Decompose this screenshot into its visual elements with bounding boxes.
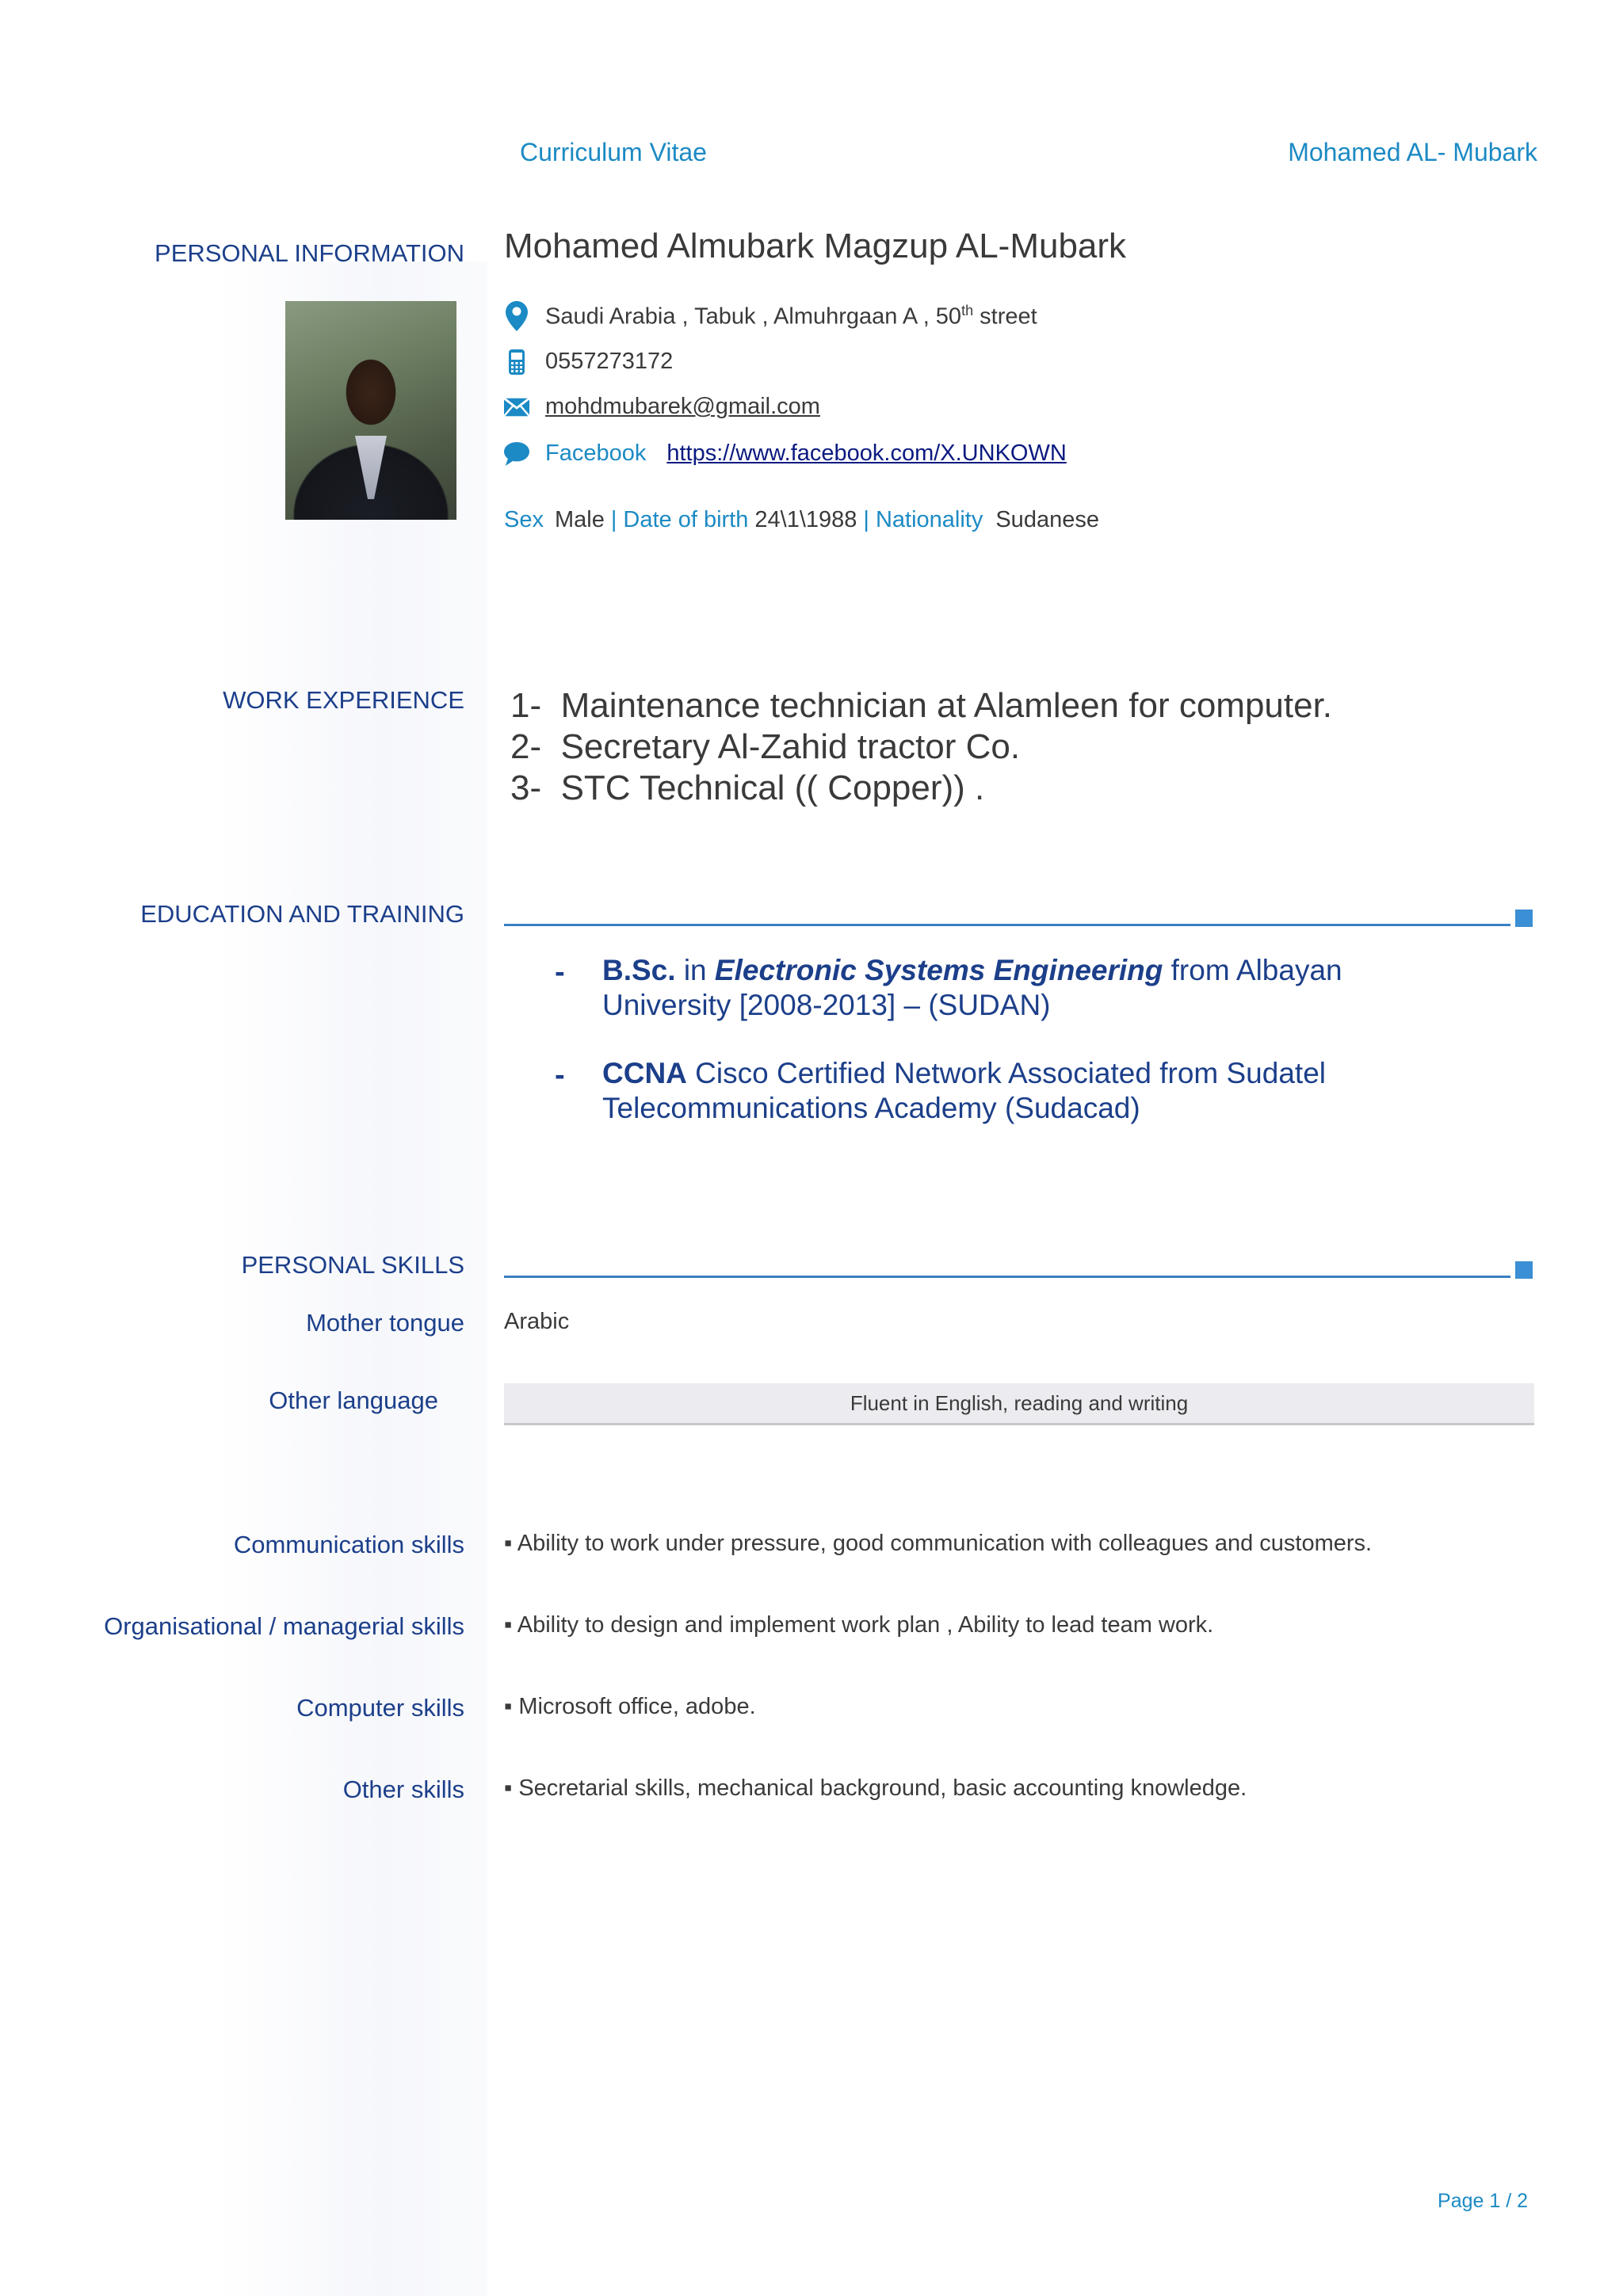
section-divider-square	[1515, 910, 1533, 927]
other-language-value: Fluent in English, reading and writing	[850, 1390, 1189, 1415]
nationality-value: Sudanese	[995, 507, 1099, 532]
section-divider-square	[1515, 1261, 1533, 1279]
mother-tongue-value: Arabic	[504, 1309, 570, 1334]
photo-collar	[355, 436, 387, 499]
section-education-training: EDUCATION AND TRAINING	[140, 900, 464, 928]
edu-bullet: -	[555, 955, 565, 989]
phone-row	[504, 349, 673, 375]
organisational-skills-value: ▪ Ability to design and implement work plan , Ability to lead team work.	[504, 1612, 1214, 1638]
communication-skills-label: Communication skills	[233, 1531, 464, 1558]
work-item: 1- Maintenance technician at Alamleen for computer.	[510, 686, 1333, 725]
speech-bubble-icon	[504, 441, 529, 467]
facebook-link[interactable]: https://www.facebook.com/X.UNKOWN	[666, 441, 1067, 466]
work-item: 2- Secretary Al-Zahid tractor Co.	[510, 727, 1021, 766]
computer-skills-value: ▪ Microsoft office, adobe.	[504, 1694, 756, 1719]
edu-item-bsc: B.Sc. in Electronic Systems Engineering from Albayan University [2008-2013] – (SUDAN)	[602, 954, 1342, 1021]
other-language-box	[504, 1383, 1534, 1425]
edu-item-ccna: CCNA Cisco Certified Network Associated from Sudatel Telecommunications Academy (Sudacad)	[602, 1057, 1326, 1124]
section-personal-information: PERSONAL INFORMATION	[155, 239, 464, 267]
section-divider	[504, 924, 1510, 926]
other-skills-value: ▪ Secretarial skills, mechanical background, basic accounting knowledge.	[504, 1775, 1247, 1801]
sex-label: Sex	[504, 507, 544, 532]
personal-details-row	[504, 507, 1099, 533]
other-language-label: Other language	[269, 1386, 438, 1414]
dob-value: 24\1\1988	[754, 507, 857, 532]
section-work-experience: WORK EXPERIENCE	[223, 686, 464, 714]
location-pin-icon	[504, 301, 529, 331]
separator: |	[863, 507, 869, 532]
email-row	[504, 394, 820, 420]
other-skills-label: Other skills	[342, 1775, 464, 1803]
facebook-row	[504, 441, 1067, 467]
section-divider	[504, 1276, 1510, 1278]
nationality-label: Nationality	[875, 507, 983, 532]
computer-skills-label: Computer skills	[296, 1694, 464, 1722]
work-item: 3- STC Technical (( Copper)) .	[510, 769, 985, 807]
organisational-skills-label: Organisational / managerial skills	[104, 1612, 464, 1640]
header-name: Mohamed AL- Mubark	[1288, 138, 1537, 166]
address-text: Saudi Arabia , Tabuk , Almuhrgaan A , 50th street	[545, 302, 1037, 330]
edu-bullet: -	[555, 1058, 565, 1092]
page-number: Page 1 / 2	[1438, 2190, 1528, 2212]
section-personal-skills: PERSONAL SKILLS	[241, 1251, 464, 1279]
address-row	[504, 301, 1037, 331]
communication-skills-value: ▪ Ability to work under pressure, good communication with colleagues and customers.	[504, 1531, 1373, 1556]
profile-photo	[285, 301, 456, 520]
facebook-label: Facebook	[545, 441, 647, 466]
full-name: Mohamed Almubark Magzup AL-Mubark	[504, 227, 1127, 265]
email-link[interactable]: mohdmubarek@gmail.com	[545, 394, 820, 419]
phone-icon	[504, 349, 529, 375]
sex-value: Male	[554, 507, 605, 532]
phone-number: 0557273172	[545, 349, 674, 374]
separator: |	[610, 507, 617, 532]
dob-label: Date of birth	[623, 507, 749, 532]
mother-tongue-label: Mother tongue	[306, 1309, 464, 1337]
envelope-icon	[504, 398, 529, 417]
document-title: Curriculum Vitae	[520, 138, 707, 166]
